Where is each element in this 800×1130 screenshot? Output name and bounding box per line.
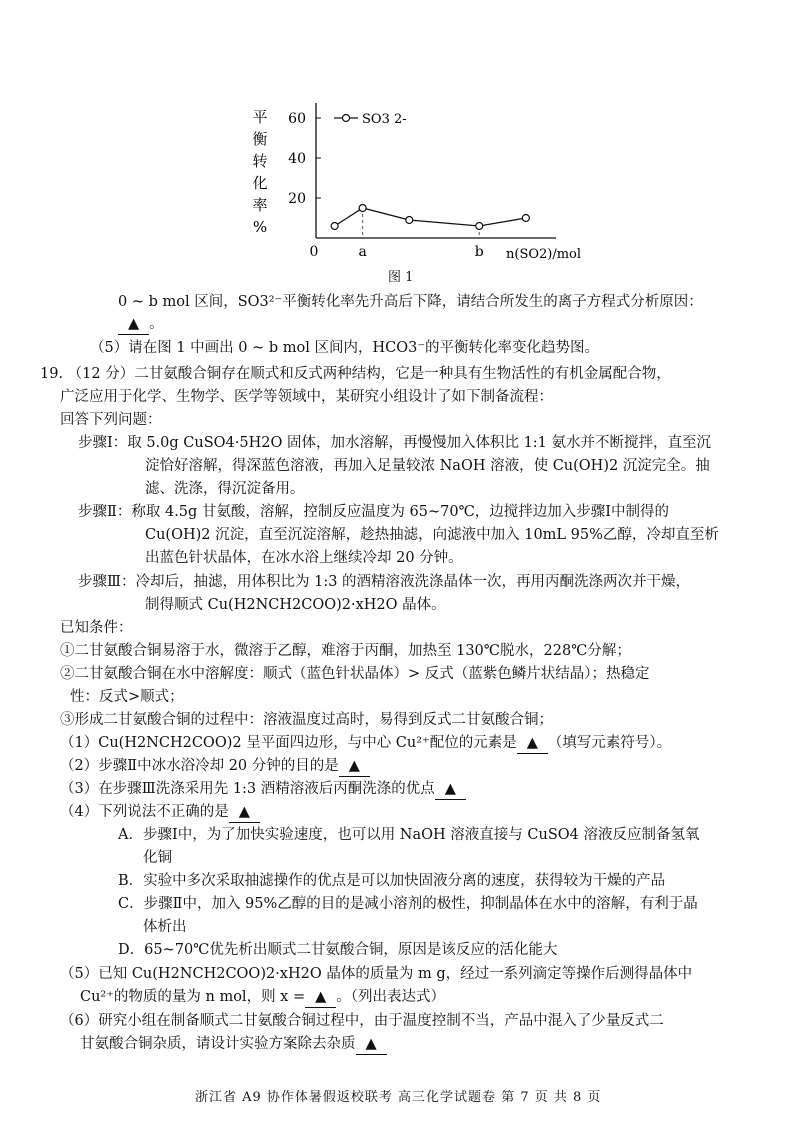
q19-title: 19. （12 分）二甘氨酸合铜存在顺式和反式两种结构，它是一种具有生物活性的有机金属配合物， bbox=[40, 366, 671, 382]
legend-label: SO3 2- bbox=[362, 112, 407, 127]
step-2-line-1: 步骤Ⅱ：称取 4.5g 甘氨酸，溶解，控制反应温度为 65~70℃，边搅拌边加入步骤Ⅰ中制得的 bbox=[78, 504, 670, 520]
q19-6-line-2: 甘氨酸合铜杂质，请设计实验方案除去杂质 ▲ bbox=[80, 1034, 387, 1055]
step-2-line-2: Cu(OH)2 沉淀，直至沉淀溶解，趁热抽滤，向滤液中加入 10mL 95%乙醇，冷却直至析 bbox=[145, 527, 719, 543]
step-2-line-3: 出蓝色针状晶体，在冰水浴上继续冷却 20 分钟。 bbox=[145, 550, 463, 566]
step-3-line-1: 步骤Ⅲ：冷却后，抽滤，用体积比为 1:3 的酒精溶液洗涤晶体一次，再用丙酮洗涤两次并干燥， bbox=[78, 574, 691, 590]
data-point bbox=[359, 205, 366, 212]
conversion-rate-chart bbox=[230, 88, 582, 288]
condition-2-cont: 性：反式>顺式； bbox=[70, 689, 184, 705]
y-axis-label-char: 衡 bbox=[252, 130, 268, 148]
q19-answer-prompt: 回答下列问题： bbox=[60, 412, 162, 428]
figure-caption: 图 1 bbox=[388, 270, 414, 285]
x-tick-label: b bbox=[474, 244, 484, 260]
q18-5: （5）请在图 1 中画出 0 ~ b mol 区间内，HCO3⁻的平衡转化率变化趋势图。 bbox=[90, 340, 599, 356]
q18-4-answer: ▲ 。 bbox=[118, 314, 164, 335]
step-1-line-2: 淀恰好溶解，得深蓝色溶液，再加入足量较浓 NaOH 溶液，使 Cu(OH)2 沉淀完全。抽 bbox=[145, 458, 710, 474]
y-axis-label-char: 率 bbox=[252, 196, 268, 214]
condition-1: ①二甘氨酸合铜易溶于水，微溶于乙醇，难溶于丙酮，加热至 130℃脱水，228℃分解； bbox=[60, 643, 631, 659]
q19-2: （2）步骤Ⅱ中冰水浴冷却 20 分钟的目的是 ▲ bbox=[60, 756, 370, 777]
y-axis-label-char: % bbox=[252, 218, 268, 236]
option-a-line-2: 化铜 bbox=[143, 850, 172, 866]
q19-intro: 广泛应用于化学、生物学、医学等领域中，某研究小组设计了如下制备流程： bbox=[60, 389, 553, 405]
x-tick-label: a bbox=[358, 244, 367, 260]
step-1-line-1: 步骤Ⅰ：取 5.0g CuSO4·5H2O 固体，加水溶解，再慢慢加入体积比 1:1 氨水并不断搅拌，直至沉 bbox=[78, 435, 712, 451]
data-point bbox=[522, 215, 529, 222]
data-point bbox=[406, 217, 413, 224]
q19-3: （3）在步骤Ⅲ洗涤采用先 1:3 酒精溶液后丙酮洗涤的优点 ▲ bbox=[60, 779, 466, 800]
known-conditions-title: 已知条件： bbox=[60, 620, 133, 636]
q19-5-line-2: Cu²⁺的物质的量为 n mol，则 x = ▲ 。（列出表达式） bbox=[80, 987, 445, 1008]
option-c-line-2: 体析出 bbox=[143, 919, 187, 935]
option-c-line-1: C．步骤Ⅱ中，加入 95%乙醇的目的是减小溶剂的极性，抑制晶体在水中的溶解，有利于晶 bbox=[118, 896, 698, 912]
y-tick-label: 20 bbox=[288, 191, 306, 207]
y-tick-label: 60 bbox=[288, 111, 306, 127]
q19-1: （1）Cu(H2NCH2COO)2 呈平面四边形，与中心 Cu²⁺配位的元素是 ▲ （填写元素符号）。 bbox=[60, 733, 671, 754]
data-point bbox=[331, 223, 338, 230]
x-tick-label: 0 bbox=[309, 244, 319, 260]
y-axis-label-char: 化 bbox=[252, 174, 268, 192]
step-3-line-2: 制得顺式 Cu(H2NCH2COO)2·xH2O 晶体。 bbox=[145, 597, 446, 613]
condition-3: ③形成二甘氨酸合铜的过程中：溶液温度过高时，易得到反式二甘氨酸合铜； bbox=[60, 712, 553, 728]
data-point bbox=[476, 223, 483, 230]
q19-4: （4）下列说法不正确的是 ▲ bbox=[60, 802, 260, 823]
x-axis-label: n(SO2)/mol bbox=[506, 247, 582, 262]
legend-marker bbox=[343, 115, 350, 122]
y-axis-label-char: 转 bbox=[252, 152, 268, 170]
condition-2: ②二甘氨酸合铜在水中溶解度：顺式（蓝色针状晶体）> 反式（蓝紫色鳞片状结晶）；热稳定 bbox=[60, 666, 650, 682]
option-d: D．65~70℃优先析出顺式二甘氨酸合铜，原因是该反应的活化能大 bbox=[118, 942, 558, 958]
option-a-line-1: A．步骤Ⅰ中，为了加快实验速度，也可以用 NaOH 溶液直接与 CuSO4 溶液反应制备氢氧 bbox=[118, 827, 700, 843]
y-axis-label-char: 平 bbox=[252, 108, 268, 126]
q18-4-prompt: 0 ~ b mol 区间，SO3²⁻平衡转化率先升高后下降，请结合所发生的离子方程式分析原因： bbox=[118, 294, 703, 310]
option-b: B．实验中多次采取抽滤操作的优点是可以加快固液分离的速度，获得较为干燥的产品 bbox=[118, 873, 666, 889]
page-footer: 浙江省 A9 协作体暑假返校联考 高三化学试题卷 第 7 页 共 8 页 bbox=[195, 1090, 602, 1105]
step-1-line-3: 滤、洗涤，得沉淀备用。 bbox=[145, 481, 305, 497]
q19-6-line-1: （6）研究小组在制备顺式二甘氨酸合铜过程中，由于温度控制不当，产品中混入了少量反式二 bbox=[60, 1013, 664, 1029]
y-tick-label: 40 bbox=[288, 151, 306, 167]
q19-5-line-1: （5）已知 Cu(H2NCH2COO)2·xH2O 晶体的质量为 m g，经过一系列滴定等操作后测得晶体中 bbox=[60, 966, 693, 982]
